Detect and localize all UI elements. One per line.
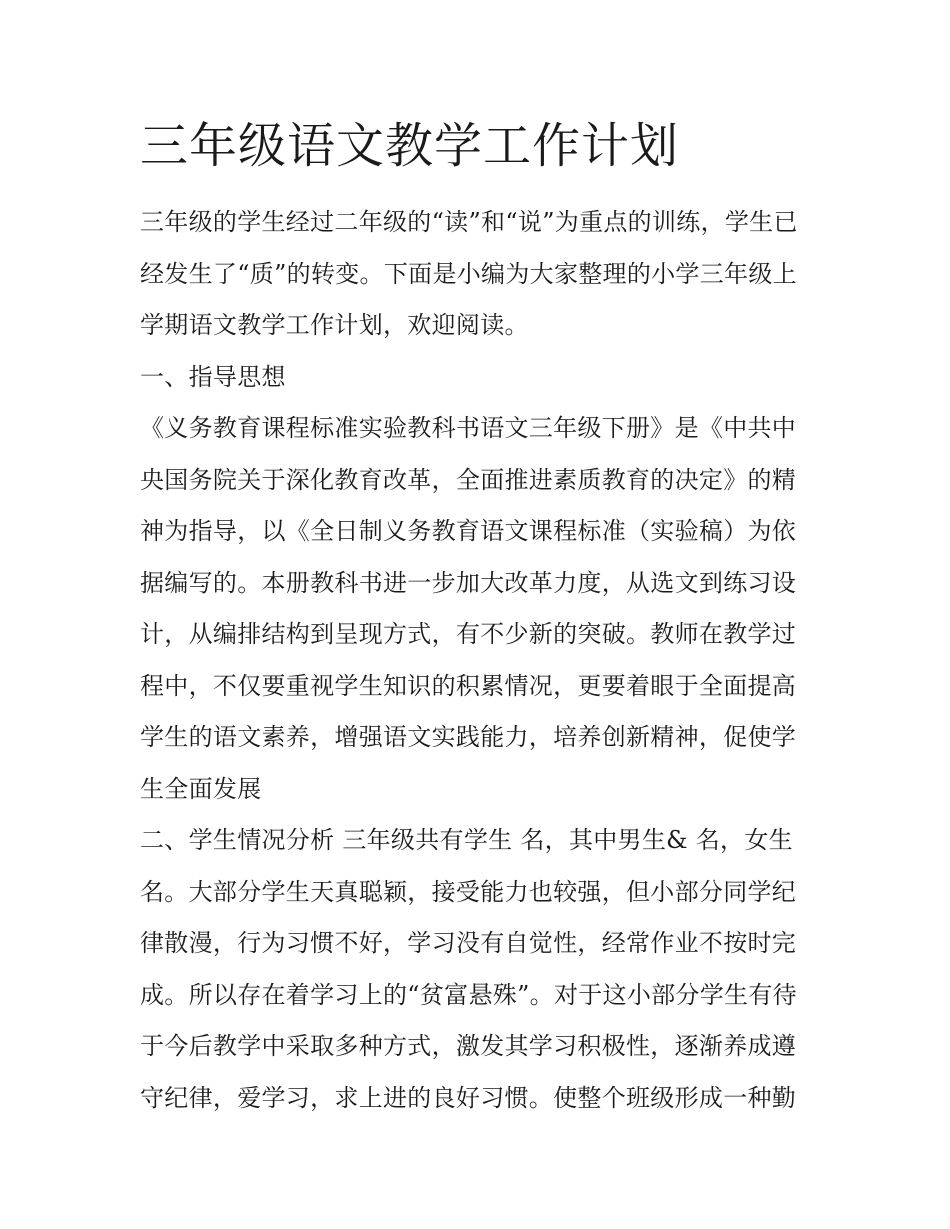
text-line: 经发生了“质”的转变。下面是小编为大家整理的小学三年级上 — [140, 259, 797, 288]
text-line: 律散漫，行为习惯不好，学习没有自觉性，经常作业不按时完 — [140, 929, 797, 957]
text-line: 于今后教学中采取多种方式，激发其学习积极性，逐渐养成遵 — [140, 1032, 797, 1060]
text-line: 成。所以存在着学习上的“贫富悬殊”。对于这小部分学生有待 — [140, 980, 797, 1009]
section-heading: 二、学生情况分析 三年级共有学生 名，其中男生& 名，女生 — [140, 826, 793, 854]
section-heading: 一、指导思想 — [140, 362, 286, 391]
text-line: 三年级的学生经过二年级的“读”和“说”为重点的训练，学生已 — [140, 208, 798, 236]
text-line: 计，从编排结构到呈现方式，有不少新的突破。教师在教学过 — [140, 620, 797, 648]
text-line: 《义务教育课程标准实验教科书语文三年级下册》是《中共中 — [140, 414, 797, 442]
text-line: 程中，不仅要重视学生知识的积累情况，更要着眼于全面提高 — [140, 671, 797, 700]
text-line: 学期语文教学工作计划，欢迎阅读。 — [140, 311, 529, 339]
text-line: 学生的语文素养，增强语文实践能力，培养创新精神，促使学 — [140, 723, 797, 751]
document-body — [140, 202, 820, 1129]
text-line: 名。大部分学生天真聪颖，接受能力也较强，但小部分同学纪 — [140, 877, 797, 906]
text-line: 据编写的。本册教科书进一步加大改革力度，从选文到练习设 — [140, 568, 797, 597]
text-line: 生全面发展 — [140, 774, 262, 803]
text-line: 央国务院关于深化教育改革，全面推进素质教育的决定》的精 — [140, 465, 797, 494]
text-line: 守纪律，爱学习，求上进的良好习惯。使整个班级形成一种勤 — [140, 1083, 797, 1112]
text-line: 神为指导，以《全日制义务教育语文课程标准（实验稿）为依 — [140, 517, 797, 545]
document-title: 三年级语文教学工作计划 — [140, 118, 680, 174]
